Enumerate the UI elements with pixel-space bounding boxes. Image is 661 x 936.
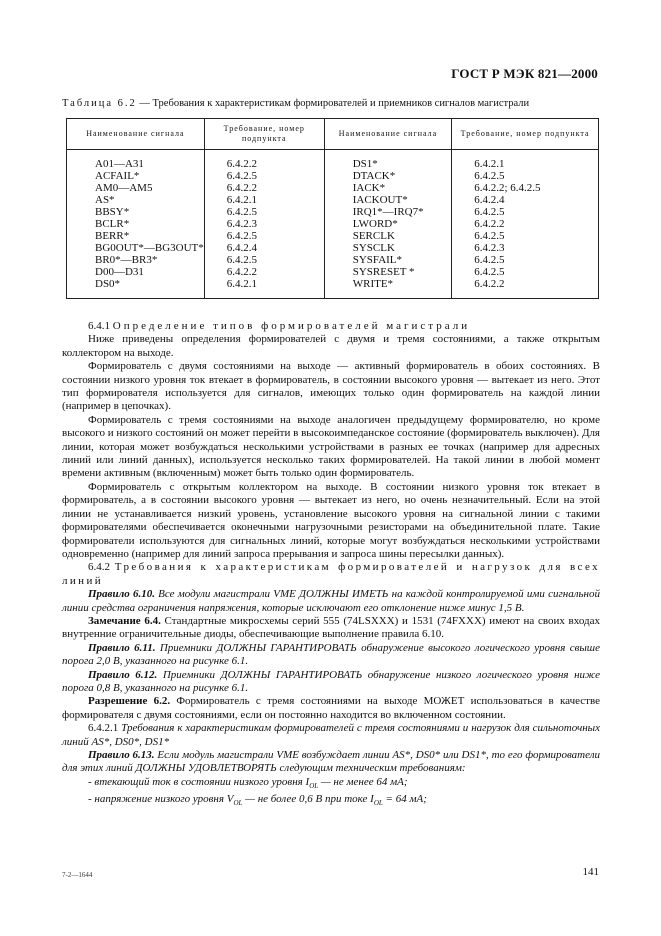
requirement-ref: 6.4.2.1 — [226, 278, 258, 290]
section-number: 6.4.2.1 — [88, 722, 119, 735]
item-text: — не более 0,6 В при токе I — [242, 793, 374, 806]
signal-name: IRQ1*—IRQ7* — [352, 206, 424, 218]
left-requirement-column — [204, 150, 324, 299]
body-text — [62, 320, 600, 811]
requirement-ref: 6.4.2.4 — [226, 242, 258, 254]
table-body-row — [67, 150, 599, 299]
requirement-ref: 6.4.2.2 — [226, 158, 258, 170]
requirement-ref: 6.4.2.5 — [226, 230, 258, 242]
table-header-row — [67, 119, 599, 150]
requirement-ref: 6.4.2.5 — [474, 170, 505, 182]
section-title: Требования к характеристикам формирователей и нагрузок для всех линий — [62, 561, 600, 587]
table-caption-label: Таблица 6.2 — [62, 98, 137, 109]
section-6-4-2-heading — [62, 561, 600, 588]
requirement-ref: 6.4.2.2 — [474, 218, 505, 230]
table-caption — [62, 98, 602, 109]
signal-name: SERCLK — [352, 230, 395, 242]
right-requirement-column — [452, 150, 599, 299]
permission-label: Разрешение 6.2. — [88, 695, 171, 708]
rule-6-10 — [62, 588, 600, 615]
signal-name: WRITE* — [352, 278, 394, 290]
table-header-cell: Требование, номер подпункта — [452, 119, 599, 150]
rule-label: Правило 6.11. — [88, 641, 156, 654]
requirement-item — [62, 793, 600, 811]
requirement-ref: 6.4.2.5 — [226, 206, 258, 218]
table-header-cell: Требование, номер подпункта — [204, 119, 324, 150]
paragraph: Ниже приведены определения формирователей с двумя и тремя состояниями, а также открытым коллектором на выходе. — [62, 333, 600, 359]
requirement-ref: 6.4.2.3 — [226, 218, 258, 230]
permission-text: Формирователь с тремя состояниями на выходе МОЖЕТ использоваться в качестве формирователя с двумя состояниями, если он постоянно находится во включенном состоянии. — [62, 695, 600, 721]
left-signal-column — [67, 150, 205, 299]
subscript: OL — [373, 799, 383, 808]
rule-text: Приемники ДОЛЖНЫ ГАРАНТИРОВАТЬ обнаружение высокого логического уровня свыше порога 2,0 В, указанного на рисунке 6.1. — [62, 641, 600, 668]
requirement-ref: 6.4.2.5 — [474, 230, 505, 242]
rule-label: Правило 6.13. — [88, 749, 155, 761]
signal-name: AM0—AM5 — [95, 182, 153, 194]
requirement-ref: 6.4.2.3 — [474, 242, 505, 254]
table-header-cell: Наименование сигнала — [67, 119, 205, 150]
signal-name: IACK* — [352, 182, 386, 194]
signal-name: DTACK* — [352, 170, 396, 182]
paragraph: Формирователь с двумя состояниями на выходе — активный формирователь в обоих состояниях. В состоянии низкого уровня ток втекает в формирователь, в состоянии высокого уровня — вытекает из него. Этот тип формирователя используется для сигналов, имеющих только один формирователь на каждой линии (например в цепочках). — [62, 360, 600, 413]
signal-name: DS1* — [352, 158, 378, 170]
signal-name: BR0*—BR3* — [95, 254, 158, 266]
signal-name: BBSY* — [95, 206, 130, 218]
item-text: — не менее 64 мА; — [318, 775, 408, 788]
note-6-4 — [62, 615, 600, 642]
signal-name: SYSRESET * — [352, 266, 415, 278]
signal-name: SYSFAIL* — [352, 254, 403, 266]
signal-name: BERR* — [95, 230, 130, 242]
note-text: Стандартные микросхемы серий 555 (74LSXXX) и 1531 (74FXXX) имеют на своих входах внутренние ограничительные диоды, обеспечивающие выполнение правила 6.10. — [62, 614, 600, 641]
requirement-ref: 6.4.2.2; 6.4.2.5 — [474, 182, 541, 194]
permission-6-2 — [62, 695, 600, 722]
requirement-ref: 6.4.2.2 — [226, 182, 258, 194]
requirement-ref: 6.4.2.2 — [226, 266, 258, 278]
rule-6-11 — [62, 642, 600, 669]
section-6-4-1-heading — [62, 320, 600, 333]
rule-text: Если модуль магистрали VME возбуждает линии AS*, DS0* или DS1*, то его формирователи для этих линий ДОЛЖНЫ УДОВЛЕТВОРЯТЬ следующим техническим требованиям: — [62, 749, 601, 775]
item-text: - втекающий ток в состоянии низкого уровня I — [88, 775, 310, 788]
subscript: OL — [309, 782, 319, 790]
section-number: 6.4.2 — [88, 561, 110, 574]
note-label: Замечание 6.4. — [88, 614, 161, 627]
item-text: = 64 мА; — [382, 793, 427, 806]
print-code: 7-2—1644 — [62, 871, 93, 879]
signal-name: BG0OUT*—BG3OUT* — [95, 242, 204, 254]
requirement-ref: 6.4.2.5 — [226, 170, 258, 182]
requirement-ref: 6.4.2.5 — [226, 254, 258, 266]
section-title: Определение типов формирователей магистрали — [112, 320, 471, 332]
rule-label: Правило 6.10. — [88, 588, 155, 601]
requirement-ref: 6.4.2.1 — [474, 158, 505, 170]
section-number: 6.4.1 — [88, 320, 110, 332]
section-6-4-2-1 — [62, 722, 600, 749]
signal-name: ACFAIL* — [95, 170, 140, 182]
requirement-ref: 6.4.2.2 — [474, 278, 505, 290]
paragraph: Формирователь с тремя состояниями на выходе аналогичен предыдущему формирователю, но кроме высокого и низкого состояний он может перейти в высокоимпеданское состояние (формирователь выключен). Для линии, которая может возбуждаться несколькими устройствами в разных ее точках (например для адресных линий или линий данных), используется несколько таких формирователей. На такой линии в любой момент времени активным (включенным) может быть только один формирователь. — [62, 413, 600, 480]
signal-name: IACKOUT* — [352, 194, 408, 206]
requirement-ref: 6.4.2.4 — [474, 194, 505, 206]
requirements-table — [66, 118, 599, 299]
rule-6-12 — [62, 669, 600, 696]
requirement-ref: 6.4.2.5 — [474, 266, 505, 278]
requirement-ref: 6.4.2.5 — [474, 254, 505, 266]
rule-label: Правило 6.12. — [88, 668, 158, 681]
signal-name: DS0* — [95, 278, 121, 290]
item-text: - напряжение низкого уровня V — [88, 793, 234, 806]
requirement-ref: 6.4.2.5 — [474, 206, 505, 218]
requirement-item — [62, 776, 600, 794]
signal-name: BCLR* — [95, 218, 130, 230]
signal-name: SYSCLK — [352, 242, 395, 254]
rule-text: Все модули магистрали VME ДОЛЖНЫ ИМЕТЬ на каждой контролируемой ими сигнальной линии средства ограничения напряжения, которые исключают его отклонение ниже минус 1,5 В. — [62, 588, 600, 614]
requirement-ref: 6.4.2.1 — [226, 194, 258, 206]
table-caption-text: — Требования к характеристикам формирователей и приемников сигналов магистрали — [136, 98, 530, 109]
signal-name: AS* — [95, 194, 115, 206]
section-title: Требования к характеристикам формирователей с тремя состояниями и нагрузок для сильноточных линий AS*, DS0*, DS1* — [62, 722, 600, 748]
rule-text: Приемники ДОЛЖНЫ ГАРАНТИРОВАТЬ обнаружение низкого логического уровня ниже порога 0,8 В, указанного на рисунке 6.1. — [62, 668, 600, 694]
signal-name: LWORD* — [352, 218, 398, 230]
signal-name: A01—A31 — [95, 158, 144, 170]
standard-header: ГОСТ Р МЭК 821—2000 — [451, 66, 598, 81]
table-header-cell: Наименование сигнала — [324, 119, 452, 150]
paragraph: Формирователь с открытым коллектором на выходе. В состоянии низкого уровня ток втекает в формирователь, а в состоянии высокого уровня — вытекает из него, но очень незначительный. Если на этой линии не устанавливается низкий уровень, установление высокого уровня на сигнальной линии с такими формирователями обеспечивается оконечными нагрузочными резисторами на объединительной плате. Такие формирователи используются для сигнальных линий, которые могут возбуждаться несколькими устройствами одновременно (например для линий запроса прерывания и запроса шины пересылки данных). — [62, 480, 600, 560]
rule-6-13 — [62, 749, 600, 776]
page-number: 141 — [582, 866, 599, 878]
signal-name: D00—D31 — [95, 266, 144, 278]
right-signal-column — [324, 150, 452, 299]
subscript: OL — [233, 799, 243, 808]
